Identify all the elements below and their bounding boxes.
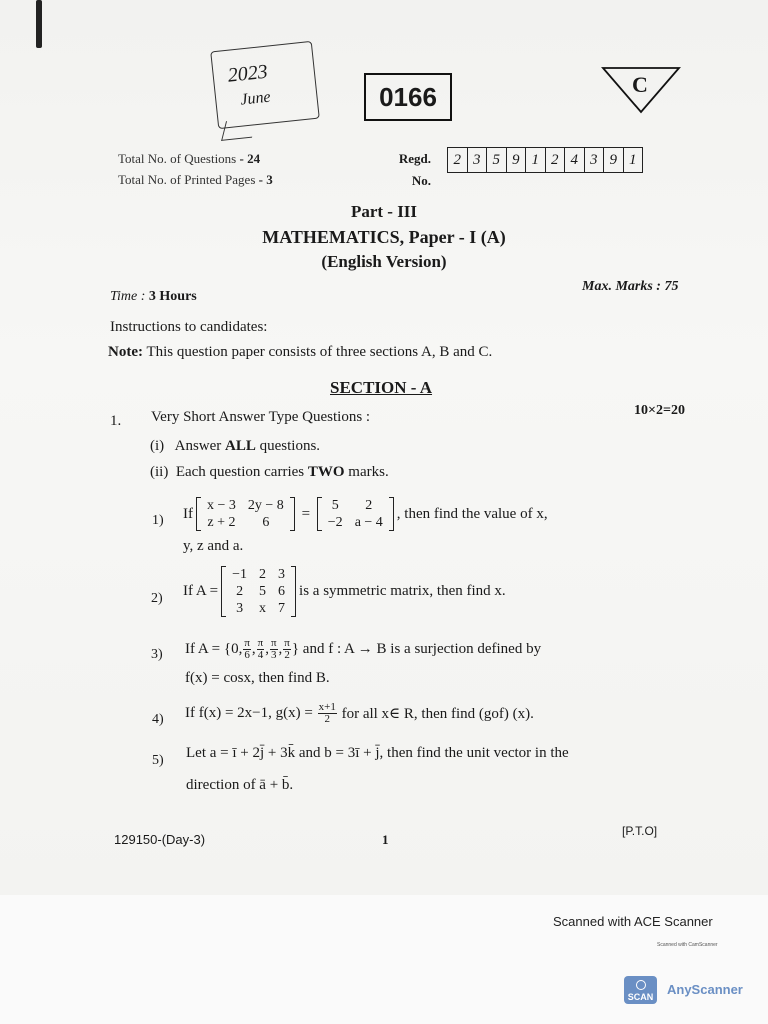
regd-number-boxes [447,147,643,173]
regd-digit: 2 [448,148,468,172]
matrix-cell: x − 3 [207,498,236,513]
q3-number: 3) [151,647,163,662]
version-heading: (English Version) [321,252,447,271]
set-element-fraction: $\frac{\pi}{4}$ [257,637,264,661]
handwritten-year: 2023 [226,60,269,87]
question-block-marks: 10×2=20 [634,403,685,418]
regd-digit: 2 [546,148,566,172]
matrix-cell: 2 [365,498,373,513]
page-number: 1 [382,832,389,847]
question-3: If A = {0, $\frac{\pi}{6}$ , $\frac{\pi}{4}$ , $\frac{\pi}{3}$ , $\frac{\pi}{2}$ } and f : A → B is a surjection defined by [185,637,542,661]
set-element-fraction: $\frac{\pi}{2}$ [284,637,290,661]
matrix-cell: 2 [236,584,244,599]
paper-code: 0166 [379,81,437,112]
matrix-cell: 5 [259,584,267,599]
matrix-cell: z + 2 [207,515,236,530]
max-marks: Max. Marks : 75 [582,279,679,294]
scan-lens-icon [636,980,646,990]
q4-fraction: $\frac{x+1}{2}$ [318,701,336,725]
regd-digit: 4 [565,148,585,172]
q3-line2: f(x) = cosx, then find B. [185,670,330,686]
question-block-number: 1. [110,413,122,429]
scan-edge-mark [36,0,42,48]
paper-serial: 129150-(Day-3) [114,832,206,847]
regd-digit: 9 [604,148,624,172]
question-block-title: Very Short Answer Type Questions : [151,409,371,425]
matrix-cell: 3 [278,567,286,582]
instructions-label: Instructions to candidates: [110,319,268,335]
pto-mark: [P.T.O] [622,824,658,838]
question-4: If f(x) = 2x−1, g(x) = $\frac{x+1}{2}$ for all x∈ R, then find (gof) (x). [185,701,534,725]
ace-scanner-watermark: Scanned with ACE Scanner [553,914,713,929]
q2-matrix [221,566,296,617]
matrix-cell: 2 [259,567,267,582]
camscanner-watermark: Scanned with CamScanner [657,942,718,948]
regd-digit: 3 [585,148,605,172]
matrix-cell: −1 [232,567,248,582]
matrix-cell: 3 [236,601,244,616]
question-5: Let a = ī + 2j̄ + 3k̄ and b = 3ī + j̄, then find the unit vector in the [186,745,569,761]
part-heading: Part - III [350,202,418,221]
matrix-cell: x [259,601,267,616]
regd-digit: 5 [487,148,507,172]
regd-digit: 1 [526,148,546,172]
q1-number: 1) [152,513,164,528]
q5-line2: direction of ā + b̄. [186,777,294,793]
rule-answer-all: (i) Answer ALL questions. [150,438,321,454]
regd-digit: 9 [507,148,527,172]
matrix-cell: 7 [278,601,286,616]
matrix-cell: −2 [327,515,343,530]
rule-two-marks: (ii) Each question carries TWO marks. [150,464,389,480]
anyscanner-logo: SCAN [624,976,657,1004]
question-1: If x − 3 2y − 8 z + 2 6 = 5 2 −2 a − 4 , then find the value of x, [183,498,548,530]
q3-set-elements: $\frac{\pi}{6}$ , $\frac{\pi}{4}$ , $\frac{\pi}{3}$ , $\frac{\pi}{2}$ [244,637,290,661]
paper-code-box [364,73,452,121]
matrix-cell: a − 4 [354,515,383,530]
set-element-fraction: $\frac{\pi}{6}$ [244,637,250,661]
total-questions: Total No. of Questions - 24 [118,151,261,166]
matrix-cell: 2y − 8 [247,498,284,513]
total-pages: Total No. of Printed Pages - 3 [118,172,273,187]
matrix-cell: 5 [331,498,339,513]
q1-rhs-matrix [317,497,394,531]
regd-label: Regd. No. [398,151,431,188]
section-heading: SECTION - A [330,378,433,397]
q1-line2: y, z and a. [183,538,244,554]
matrix-cell: 6 [262,515,270,530]
note: Note: This question paper consists of three sections A, B and C. [108,344,493,360]
subject-heading: MATHEMATICS, Paper - I (A) [262,227,506,247]
q5-number: 5) [152,753,164,768]
matrix-cell: 6 [278,584,286,599]
time-allowed: Time : 3 Hours [110,289,197,304]
handwritten-month: June [239,88,272,109]
q1-lhs-matrix [196,497,295,531]
set-element-fraction: $\frac{\pi}{3}$ [270,637,277,661]
regd-digit: 3 [468,148,488,172]
set-code: C [632,72,648,97]
anyscanner-brand: AnyScanner [667,982,743,997]
handwritten-date-note [210,41,320,129]
q2-number: 2) [151,591,163,606]
question-2: If A = −1 2 3 2 5 6 3 x 7 is a symmetric matrix, then find x. [183,567,506,616]
regd-digit: 1 [629,151,637,168]
q4-number: 4) [152,712,164,727]
